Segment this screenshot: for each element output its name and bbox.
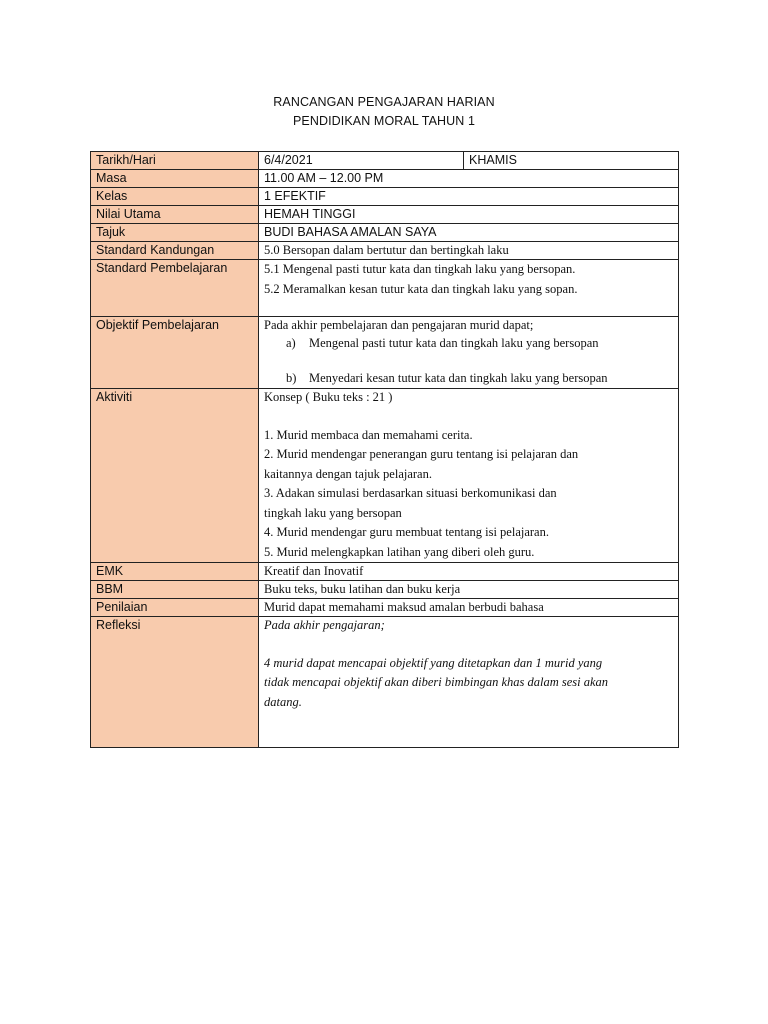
row-masa [91,170,679,188]
row-objektif [91,317,679,389]
value-emk: Kreatif dan Inovatif [259,563,679,581]
row-tarikh [91,152,679,170]
spacer [264,406,673,426]
refleksi-intro: Pada akhir pengajaran; [264,618,385,632]
row-standard-pembelajaran [91,260,679,317]
spacer [264,354,673,369]
value-nilai: HEMAH TINGGI [259,206,679,224]
label-penilaian: Penilaian [91,599,259,617]
label-objektif: Objektif Pembelajaran [91,317,259,389]
aktiviti-line: 5. Murid melengkapkan latihan yang diberi oleh guru. [264,544,535,559]
row-tajuk [91,224,679,242]
label-masa: Masa [91,170,259,188]
label-tajuk: Tajuk [91,224,259,242]
row-emk [91,563,679,581]
row-kelas [91,188,679,206]
aktiviti-line: 1. Murid membaca dan memahami cerita. [264,427,473,442]
label-standard-kandungan: Standard Kandungan [91,242,259,260]
value-aktiviti [259,389,679,563]
value-objektif [259,317,679,389]
value-refleksi [259,617,679,748]
sp-line: 5.1 Mengenal pasti tutur kata dan tingkah laku yang bersopan. [264,262,576,276]
document-title: RANCANGAN PENGAJARAN HARIAN [273,95,495,109]
objektif-text: Mengenal pasti tutur kata dan tingkah laku yang bersopan [309,336,599,350]
objektif-marker: a) [286,336,296,350]
objektif-item [264,334,673,354]
label-refleksi: Refleksi [91,617,259,748]
label-bbm: BBM [91,581,259,599]
refleksi-line: 4 murid dapat mencapai objektif yang ditetapkan dan 1 murid yang [264,655,603,670]
row-bbm [91,581,679,599]
objektif-marker: b) [286,370,297,385]
row-nilai [91,206,679,224]
value-tajuk: BUDI BAHASA AMALAN SAYA [259,224,679,242]
row-refleksi [91,617,679,748]
row-penilaian [91,599,679,617]
aktiviti-intro: Konsep ( Buku teks : 21 ) [264,390,393,404]
label-nilai: Nilai Utama [91,206,259,224]
refleksi-line: datang. [264,694,302,709]
objektif-intro: Pada akhir pembelajaran dan pengajaran murid dapat; [264,318,534,332]
aktiviti-line: 2. Murid mendengar penerangan guru tentang isi pelajaran dan [264,447,579,461]
document-subtitle: PENDIDIKAN MORAL TAHUN 1 [292,114,476,128]
lesson-plan-table [90,151,679,748]
value-standard-pembelajaran [259,260,679,317]
aktiviti-line: kaitannya dengan tajuk pelajaran. [264,466,432,481]
objektif-text: Menyedari kesan tutur kata dan tingkah laku yang bersopan [309,370,608,385]
sp-line: 5.2 Meramalkan kesan tutur kata dan tingkah laku yang sopan. [264,281,578,296]
value-masa: 11.00 AM – 12.00 PM [259,170,679,188]
row-standard-kandungan [91,242,679,260]
value-kelas: 1 EFEKTIF [259,188,679,206]
refleksi-line: tidak mencapai objektif akan diberi bimbingan khas dalam sesi akan [264,675,609,689]
value-date: 6/4/2021 [259,152,464,170]
row-aktiviti [91,389,679,563]
value-day: KHAMIS [464,152,679,170]
label-emk: EMK [91,563,259,581]
label-aktiviti: Aktiviti [91,389,259,563]
label-kelas: Kelas [91,188,259,206]
objektif-item [264,369,673,389]
value-bbm: Buku teks, buku latihan dan buku kerja [259,581,679,599]
aktiviti-line: tingkah laku yang bersopan [264,505,402,520]
aktiviti-line: 3. Adakan simulasi berdasarkan situasi berkomunikasi dan [264,486,557,500]
label-standard-pembelajaran: Standard Pembelajaran [91,260,259,317]
value-penilaian: Murid dapat memahami maksud amalan berbudi bahasa [259,599,679,617]
label-tarikh: Tarikh/Hari [91,152,259,170]
aktiviti-line: 4. Murid mendengar guru membuat tentang isi pelajaran. [264,525,549,539]
spacer [264,634,673,654]
value-standard-kandungan: 5.0 Bersopan dalam bertutur dan bertingkah laku [259,242,679,260]
